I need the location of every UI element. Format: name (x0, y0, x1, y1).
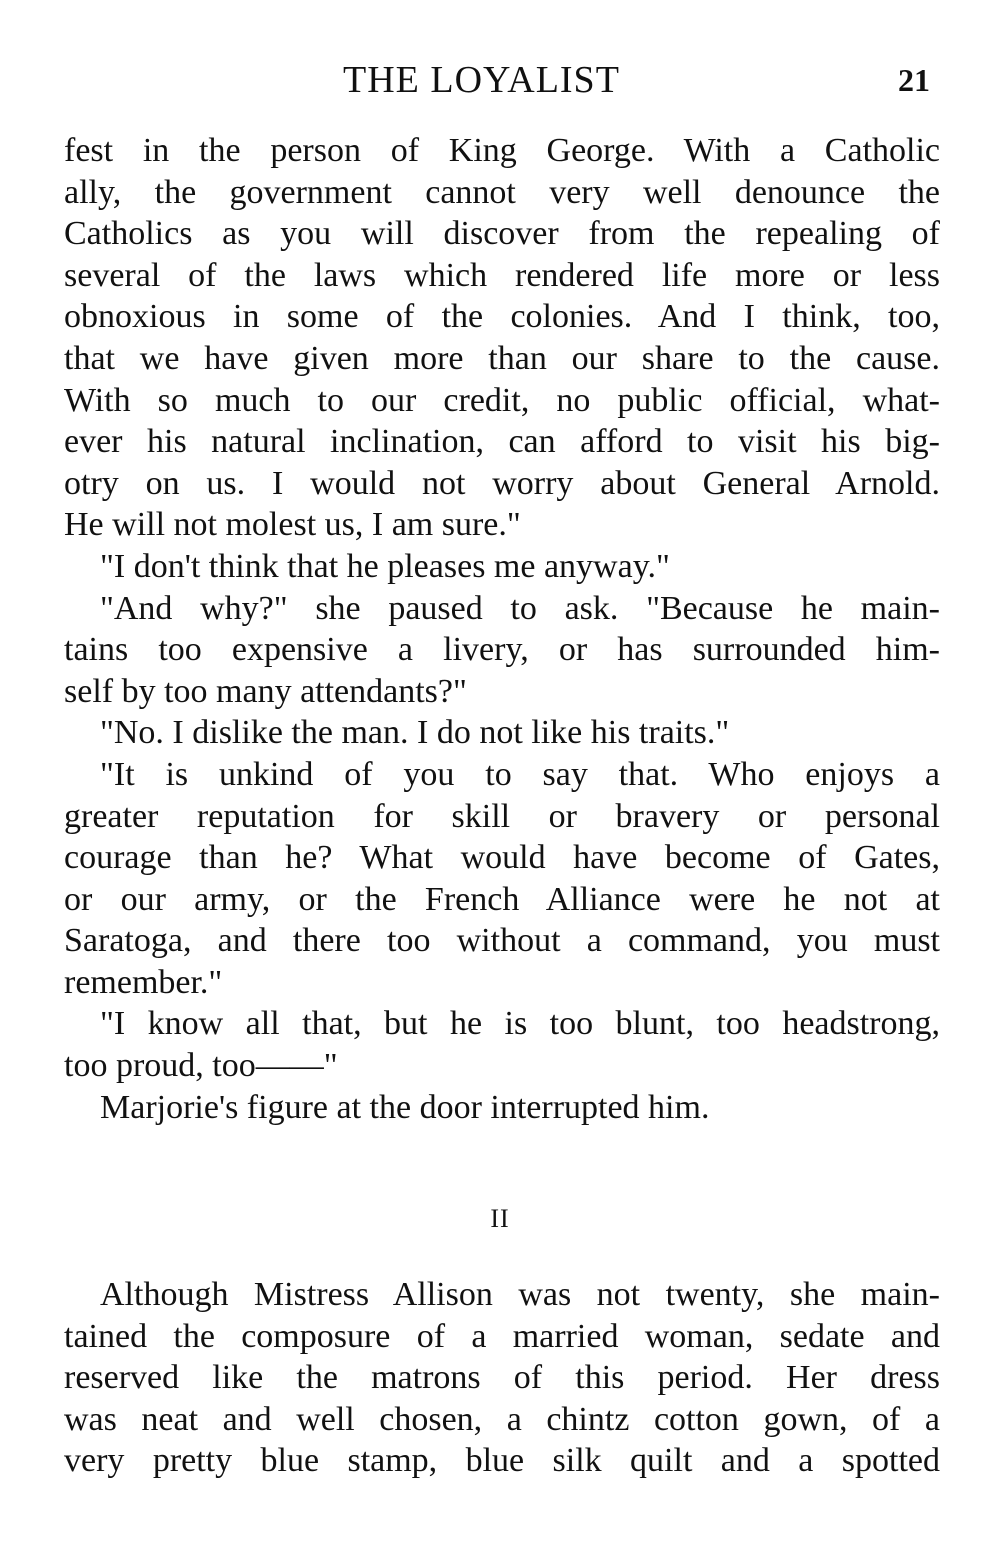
text-line: self by too many attendants?" (64, 672, 467, 710)
text-line: very pretty blue stamp, blue silk quilt and a spotted (64, 1442, 940, 1480)
text-line: greater reputation for skill or bravery or personal (64, 797, 940, 835)
text-line: tains too expensive a livery, or has surrounded him- (64, 631, 940, 669)
text-line: fest in the person of King George. With a Catholic (64, 132, 940, 169)
section-heading: II (490, 1204, 510, 1233)
text-line: obnoxious in some of the colonies. And I think, too, (64, 298, 940, 336)
text-line: ever his natural inclination, can afford to visit his big- (64, 423, 940, 461)
text-line: tained the composure of a married woman, sedate and (64, 1317, 940, 1355)
running-head (0, 58, 1000, 108)
text-line: Catholics as you will discover from the repealing of (64, 215, 940, 253)
text-line: Saratoga, and there too without a command, you must (64, 922, 940, 960)
body-text-section-two (64, 1274, 940, 1482)
dialogue-line: "And why?" she paused to ask. "Because he main- (100, 589, 940, 627)
text-line: Although Mistress Allison was not twenty, she main- (100, 1276, 940, 1313)
body-text-section-one (64, 130, 940, 1128)
text-line: ally, the government cannot very well denounce the (64, 173, 940, 211)
text-line: courage than he? What would have become of Gates, (64, 839, 940, 877)
page-number: 21 (898, 62, 930, 98)
text-line: reserved like the matrons of this period. Her dress (64, 1359, 940, 1397)
dialogue-line: "It is unkind of you to say that. Who enjoys a (100, 755, 940, 793)
text-line: otry on us. I would not worry about General Arnold. (64, 464, 940, 502)
text-line: remember." (64, 963, 223, 1001)
text-line: or our army, or the French Alliance were he not at (64, 880, 940, 918)
dialogue-line: "I know all that, but he is too blunt, too headstrong, (100, 1005, 940, 1043)
running-title: THE LOYALIST (343, 59, 620, 101)
text-line: With so much to our credit, no public official, what- (64, 381, 940, 419)
text-line: several of the laws which rendered life more or less (64, 256, 940, 294)
text-line: too proud, too——" (64, 1047, 338, 1085)
dialogue-line: "I don't think that he pleases me anyway." (100, 547, 670, 585)
text-line: He will not molest us, I am sure." (64, 506, 521, 544)
text-line: Marjorie's figure at the door interrupted him. (100, 1088, 710, 1126)
dialogue-line: "No. I dislike the man. I do not like his traits." (100, 714, 730, 752)
text-line: that we have given more than our share to the cause. (64, 339, 940, 377)
text-line: was neat and well chosen, a chintz cotton gown, of a (64, 1400, 940, 1438)
